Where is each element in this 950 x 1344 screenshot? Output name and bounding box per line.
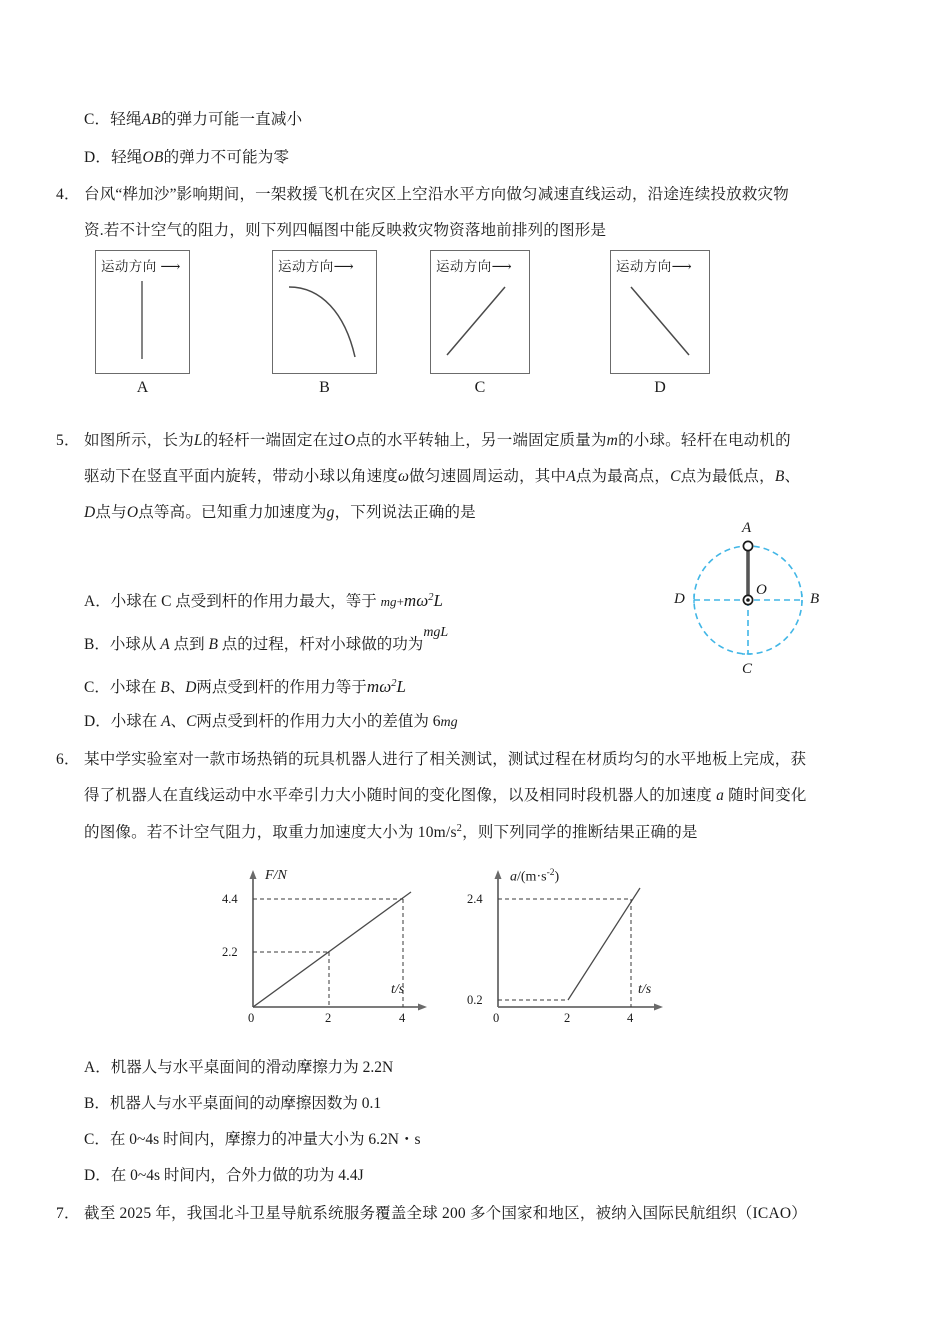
force-axis-xlabel: t/s [391,982,405,997]
t: ，下列说法正确的是 [334,504,476,521]
sym-omega: ω [398,468,410,485]
q6-option-d: D．在 0~4s 时间内，合外力做的功为 4.4J [84,1167,364,1184]
arrow-right-icon: ⟶ [671,260,693,275]
q6-number: 6． [56,751,80,768]
sym-g: g [326,504,335,521]
q4-label-a: A [136,379,149,396]
q4-figure-b [272,250,377,374]
sym-m: m [403,591,417,610]
t: 两点受到杆的作用力大小的差值为 6 [196,713,441,730]
q4-number [56,187,80,203]
caption-text: 运动方向 [101,259,157,274]
t: A．小球在 C 点受到杆的作用力最大，等于 [84,593,381,610]
q7-number: 7． [56,1205,80,1222]
caption-text: 运动方向 [436,259,492,274]
q5-option-b [84,625,449,653]
q4-figure-a-shape [96,251,189,373]
exp: 2 [428,591,434,603]
force-xtick-4: 4 [399,1011,406,1025]
t: 、 [784,468,801,485]
force-axis-ylabel: F/N [265,868,287,883]
sym-A: A [566,468,576,485]
caption-text: 运动方向 [616,259,672,274]
arrow-right-icon: ⟶ [491,260,513,275]
q6-option-a: A．机器人与水平桌面间的滑动摩擦力为 2.2N [84,1059,394,1076]
q6-stem-line3 [84,824,698,841]
acceleration-time-graph [460,862,700,1027]
sym-omega: ω [379,677,392,696]
t: C．小球在 [84,679,161,696]
t: 、 [169,679,186,696]
exp: 2 [391,677,397,689]
q4-figure-b-shape [273,251,376,373]
acceleration-axis-xlabel: t/s [638,982,652,997]
t: D．小球在 [84,713,162,730]
t: 点为最低点， [680,468,775,485]
q5-option-a [84,592,443,610]
sym-a: a [716,787,725,804]
t: ，则下列同学的推断结果正确的是 [462,824,698,842]
q4-number-label: 4． [56,186,80,203]
q3-option-c-prefix: C．轻绳 [84,111,142,128]
t: 得了机器人在直线运动中水平牵引力大小随时间的变化图像，以及相同时段机器人的加速度 [84,787,717,804]
force-ytick-4.4: 4.4 [222,892,238,906]
q5-option-c [84,678,406,696]
force-time-graph [215,862,455,1027]
sym-B: B [208,636,218,653]
acceleration-ytick-0.2: 0.2 [467,993,483,1007]
exp: 2 [456,823,463,834]
sym-D: D [84,504,96,521]
t: 随时间变化 [724,787,807,804]
acceleration-ytick-2.4: 2.4 [467,892,483,906]
sym-mgL: mgL [423,625,449,640]
sym-C: C [670,468,681,485]
t: 、 [170,713,187,730]
t: 两点受到杆的作用力等于 [196,679,367,696]
sym-A: A [160,636,170,653]
q5-point-label-o: O [756,582,767,598]
q4-figure-c [430,250,530,374]
q4-figure-a [95,250,190,374]
q4-stem-line1: 台风“桦加沙”影响期间，一架救援飞机在灾区上空沿水平方向做匀减速直线运动，沿途连续投放救灾物 [84,186,789,203]
sym-B: B [774,468,785,485]
t: 做匀速圆周运动，其中 [409,468,567,485]
t: 的图像。若不计空气阻力，取重力加速度大小为 10m/s [84,824,457,842]
acceleration-axis-ylabel: $a/(m\cdot s^{-2})$ [510,868,560,885]
sym-L: L [396,677,406,696]
sym-O: O [126,504,139,521]
q4-figure-c-shape [431,251,529,373]
t: 的小球。轻杆在电动机的 [618,432,791,449]
sym-L: L [193,432,203,449]
arrow-right-icon: ⟶ [333,260,355,275]
force-xtick-0: 0 [248,1011,255,1025]
sym-B: B [160,679,170,696]
t: 的轻杆一端固定在过 [202,432,345,449]
sym-m: m [366,677,380,696]
q5-point-label-d: D [674,591,685,607]
acceleration-xtick-0: 0 [493,1011,500,1025]
t: 点等高。已知重力加速度为 [138,504,327,521]
q3-option-c [84,112,302,128]
q4-label-c: C [474,379,486,396]
q5-point-label-b: B [810,591,820,607]
t: 点到 [169,636,209,653]
q5-point-label-c: C [742,661,753,677]
acceleration-xtick-4: 4 [627,1011,634,1025]
q7-stem-line1: 截至 2025 年，我国北斗卫星导航系统服务覆盖全球 200 多个国家和地区，被纳入国际民航组织（ICAO） [84,1205,807,1222]
q4-stem-line2: 资.若不计空气的阻力，则下列四幅图中能反映救灾物资落地前排列的图形是 [84,222,607,239]
arrow-right-icon: ⟶ [160,260,181,275]
q3-option-c-tail: 的弹力可能一直减小 [160,111,303,128]
t: + [396,594,404,609]
sym-omega: ω [416,591,429,610]
q6-option-c: C．在 0~4s 时间内，摩擦力的冲量大小为 6.2N・s [84,1131,421,1148]
caption-text: 运动方向 [278,259,334,274]
sym-O: O [344,432,356,449]
q3-option-c-symbol: AB [141,111,161,128]
q6-option-b: B．机器人与水平桌面间的动摩擦因数为 0.1 [84,1095,382,1112]
q4-label-d: D [654,379,666,396]
q5-circle-diagram [650,515,880,715]
q4-label-b: B [319,379,330,396]
q3-option-d-tail: 的弹力不可能为零 [163,149,290,166]
t: 点为最高点， [575,468,671,485]
q6-stem-line2 [84,788,807,804]
sym-m: m [606,432,619,449]
t: 点的过程，杆对小球做的功为 [217,636,424,653]
q5-circle-svg [650,515,880,715]
q5-stem-line3 [84,505,476,521]
t: 如图所示，长为 [84,432,194,449]
q4-figure-d [610,250,710,374]
q5-number: 5． [56,432,80,449]
sym-mg: mg [380,594,397,609]
force-time-graph-svg [215,862,455,1027]
q3-option-d-prefix: D．轻绳 [84,149,143,166]
q5-stem-line1 [84,433,791,449]
sym-D: D [185,679,197,696]
acceleration-time-graph-svg [460,862,700,1027]
q3-option-d-symbol: OB [142,149,164,166]
q6-stem-line1: 某中学实验室对一款市场热销的玩具机器人进行了相关测试，测试过程在材质均匀的水平地板上完成，获 [84,751,807,768]
acceleration-xtick-2: 2 [564,1011,571,1025]
q5-stem-line2 [84,469,800,485]
t: B．小球从 [84,636,161,653]
force-xtick-2: 2 [325,1011,332,1025]
q4-figure-d-shape [611,251,709,373]
q3-option-d [84,150,289,166]
sym-mg: mg [440,715,458,730]
sym-L: L [433,591,443,610]
sym-C: C [186,713,197,730]
q5-option-d [84,714,458,730]
t: 点与 [95,504,127,521]
force-ytick-2.2: 2.2 [222,945,238,959]
q5-point-label-a: A [742,520,752,536]
sym-A: A [161,713,171,730]
t: 点的水平转轴上，另一端固定质量为 [355,432,607,449]
t: 驱动下在竖直平面内旋转，带动小球以角速度 [84,468,399,485]
